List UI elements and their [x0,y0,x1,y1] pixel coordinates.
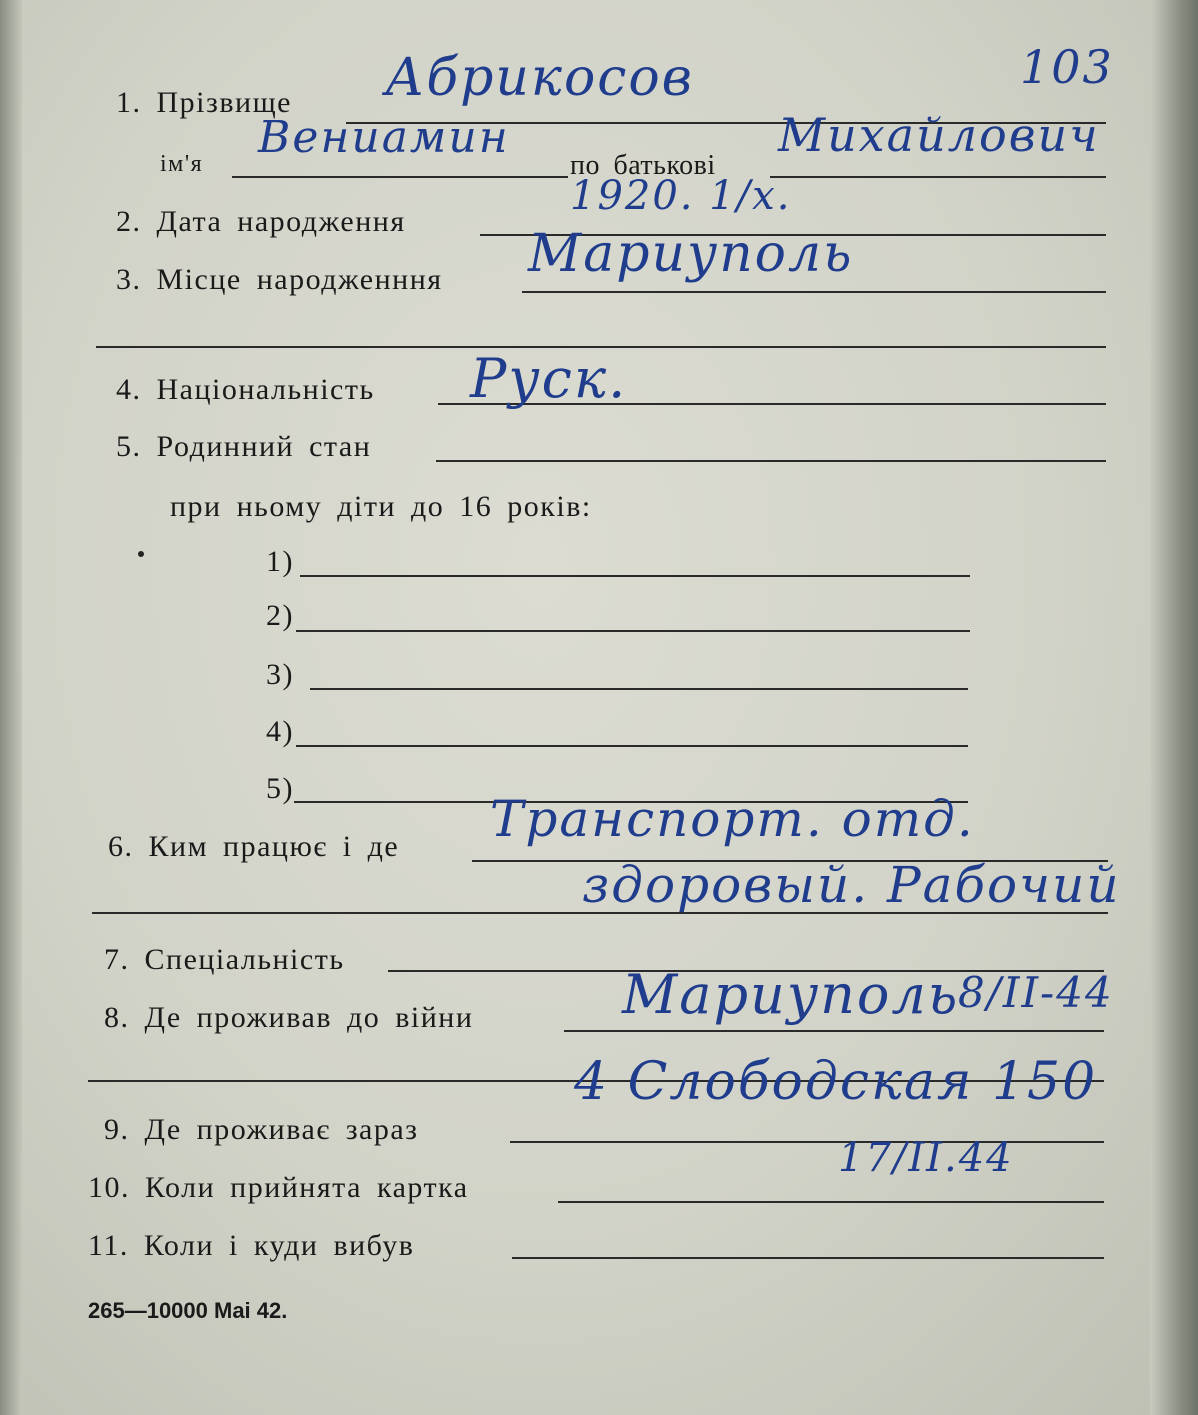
child-line-1 [300,575,970,577]
child-line-4 [296,745,968,747]
child-label-1: 1) [266,545,294,578]
hw-address: 4 Слободская 150 [574,1052,1098,1112]
marital-status-line [436,460,1106,462]
current-residence-line [510,1141,1104,1143]
departed-line [512,1257,1104,1259]
field-label-children: при ньому діти до 16 років: [170,490,592,523]
field-label-marital-status: 5. Родинний стан [116,430,372,463]
paper-edge-left [0,0,22,1415]
hw-first-name: Вениамин [258,112,510,163]
hw-nationality: Руск. [470,347,628,410]
hw-prewar-date: 8/II-44 [958,968,1114,1017]
field-label-nationality: 4. Національність [116,373,375,406]
child-label-3: 3) [266,658,294,691]
field-label-current-residence: 9. Де проживає зараз [104,1113,419,1146]
hw-card-date: 17/II.44 [838,1135,1014,1181]
child-label-5: 5) [266,772,294,805]
field-label-birth-place: 3. Місце народженння [116,263,443,296]
field-label-work: 6. Ким працює і де [108,830,400,863]
card-accepted-line [558,1201,1104,1203]
field-label-prewar-residence: 8. Де проживав до війни [104,1001,474,1034]
hw-work-line2: здоровый. Рабочий [582,856,1121,914]
child-label-4: 4) [266,715,294,748]
hw-birth-date: 1920. 1/х. [570,173,792,219]
paper-edge-right [1150,0,1198,1415]
hw-patronymic: Михайлович [778,108,1100,162]
field-label-card-accepted: 10. Коли прийнята картка [88,1171,469,1204]
field-label-birth-date: 2. Дата народження [116,205,406,238]
birth-place-line [522,291,1106,293]
field-label-patronymic: по батькові [570,150,716,181]
field-label-specialty: 7. Спеціальність [104,943,345,976]
field-label-surname: 1. Прізвище [116,86,292,119]
hw-work-line1: Транспорт. отд. [490,790,975,848]
child-line-3 [310,688,968,690]
hw-birth-place: Мариуполь [528,224,854,284]
hw-prewar-place: Мариуполь [622,963,960,1026]
hw-corner-mark: 103 [1020,40,1114,94]
field-label-first-name: ім'я [160,151,204,177]
prewar-residence-line [564,1030,1104,1032]
hw-surname: Абрикосов [385,48,694,108]
ink-dot [138,551,144,557]
child-label-2: 2) [266,599,294,632]
child-line-2 [296,630,970,632]
patronymic-line [770,176,1106,178]
field-label-departed: 11. Коли і куди вибув [88,1229,415,1262]
print-run-footer: 265—10000 Mai 42. [88,1298,288,1323]
first-name-line [232,176,568,178]
